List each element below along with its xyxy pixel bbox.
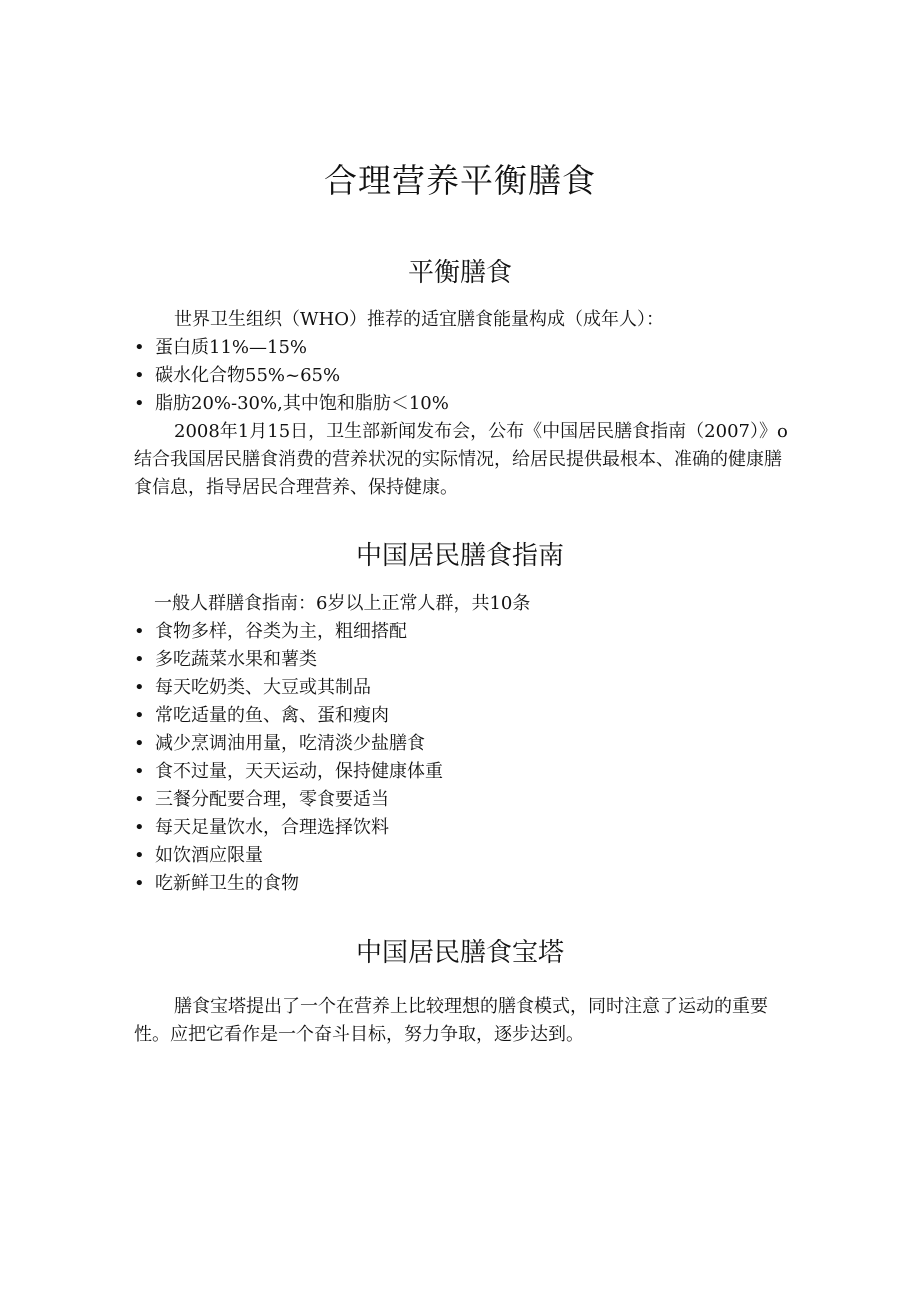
who-intro-text: 世界卫生组织（WHO）推荐的适宜膳食能量构成（成年人）： (174, 309, 664, 330)
list-item-text: 脂肪20%-30%,其中饱和脂肪＜10% (155, 393, 449, 414)
list-item-text: 食物多样，谷类为主，粗细搭配 (155, 621, 407, 642)
bullet-icon: • (134, 677, 145, 698)
list-item-text: 减少烹调油用量，吃清淡少盐膳食 (155, 733, 425, 754)
list-item (134, 758, 794, 786)
section-heading-food-pagoda: 中国居民膳食宝塔 (355, 938, 564, 968)
list-item (134, 842, 794, 870)
bullet-icon: • (134, 845, 145, 866)
document-title: 合理营养平衡膳食 (324, 161, 596, 200)
guideline-release-paragraph: 2008年1月15日，卫生部新闻发布会，公布《中国居民膳食指南（2007）》o结合我国居民膳食消费的营养状况的实际情况，给居民提供最根本、准确的健康膳食信息，指导居民合理营养、保持健康。 (134, 421, 788, 498)
list-item (134, 702, 794, 730)
list-item (134, 618, 794, 646)
list-item (134, 814, 794, 842)
bullet-icon: • (134, 621, 145, 642)
list-item-text: 碳水化合物55%~65% (155, 365, 341, 386)
bullet-icon: • (134, 393, 145, 414)
bullet-icon: • (134, 817, 145, 838)
list-item-text: 三餐分配要合理，零食要适当 (155, 789, 389, 810)
list-item-text: 常吃适量的鱼、禽、蛋和瘦肉 (155, 705, 389, 726)
bullet-icon: • (134, 873, 145, 894)
list-item (134, 730, 794, 758)
list-item-text: 如饮酒应限量 (155, 845, 263, 866)
dietary-guidelines-list (134, 618, 794, 898)
bullet-icon: • (134, 761, 145, 782)
list-item-text: 蛋白质11%—15% (155, 337, 308, 358)
list-item-text: 多吃蔬菜水果和薯类 (155, 649, 317, 670)
list-item (134, 786, 794, 814)
list-item-text: 食不过量，天天运动，保持健康体重 (155, 761, 443, 782)
bullet-icon: • (134, 733, 145, 754)
bullet-icon: • (134, 649, 145, 670)
section-heading-dietary-guidelines: 中国居民膳食指南 (355, 541, 564, 571)
list-item (134, 870, 794, 898)
list-item-text: 每天吃奶类、大豆或其制品 (155, 677, 371, 698)
pagoda-description-paragraph: 膳食宝塔提出了一个在营养上比较理想的膳食模式，同时注意了运动的重要性。应把它看作是一个奋斗目标，努力争取，逐步达到。 (134, 996, 768, 1045)
section-heading-balanced-diet: 平衡膳食 (407, 258, 512, 288)
bullet-icon: • (134, 789, 145, 810)
list-item (134, 646, 794, 674)
bullet-icon: • (134, 365, 145, 386)
list-item (134, 390, 794, 418)
list-item (134, 334, 794, 362)
list-item-text: 每天足量饮水，合理选择饮料 (155, 817, 389, 838)
list-item-text: 吃新鲜卫生的食物 (155, 873, 299, 894)
list-item (134, 674, 794, 702)
list-item (134, 362, 794, 390)
bullet-icon: • (134, 705, 145, 726)
guidelines-intro-text: 一般人群膳食指南：6岁以上正常人群，共10条 (154, 593, 531, 614)
bullet-icon: • (134, 337, 145, 358)
energy-composition-list (134, 334, 794, 418)
